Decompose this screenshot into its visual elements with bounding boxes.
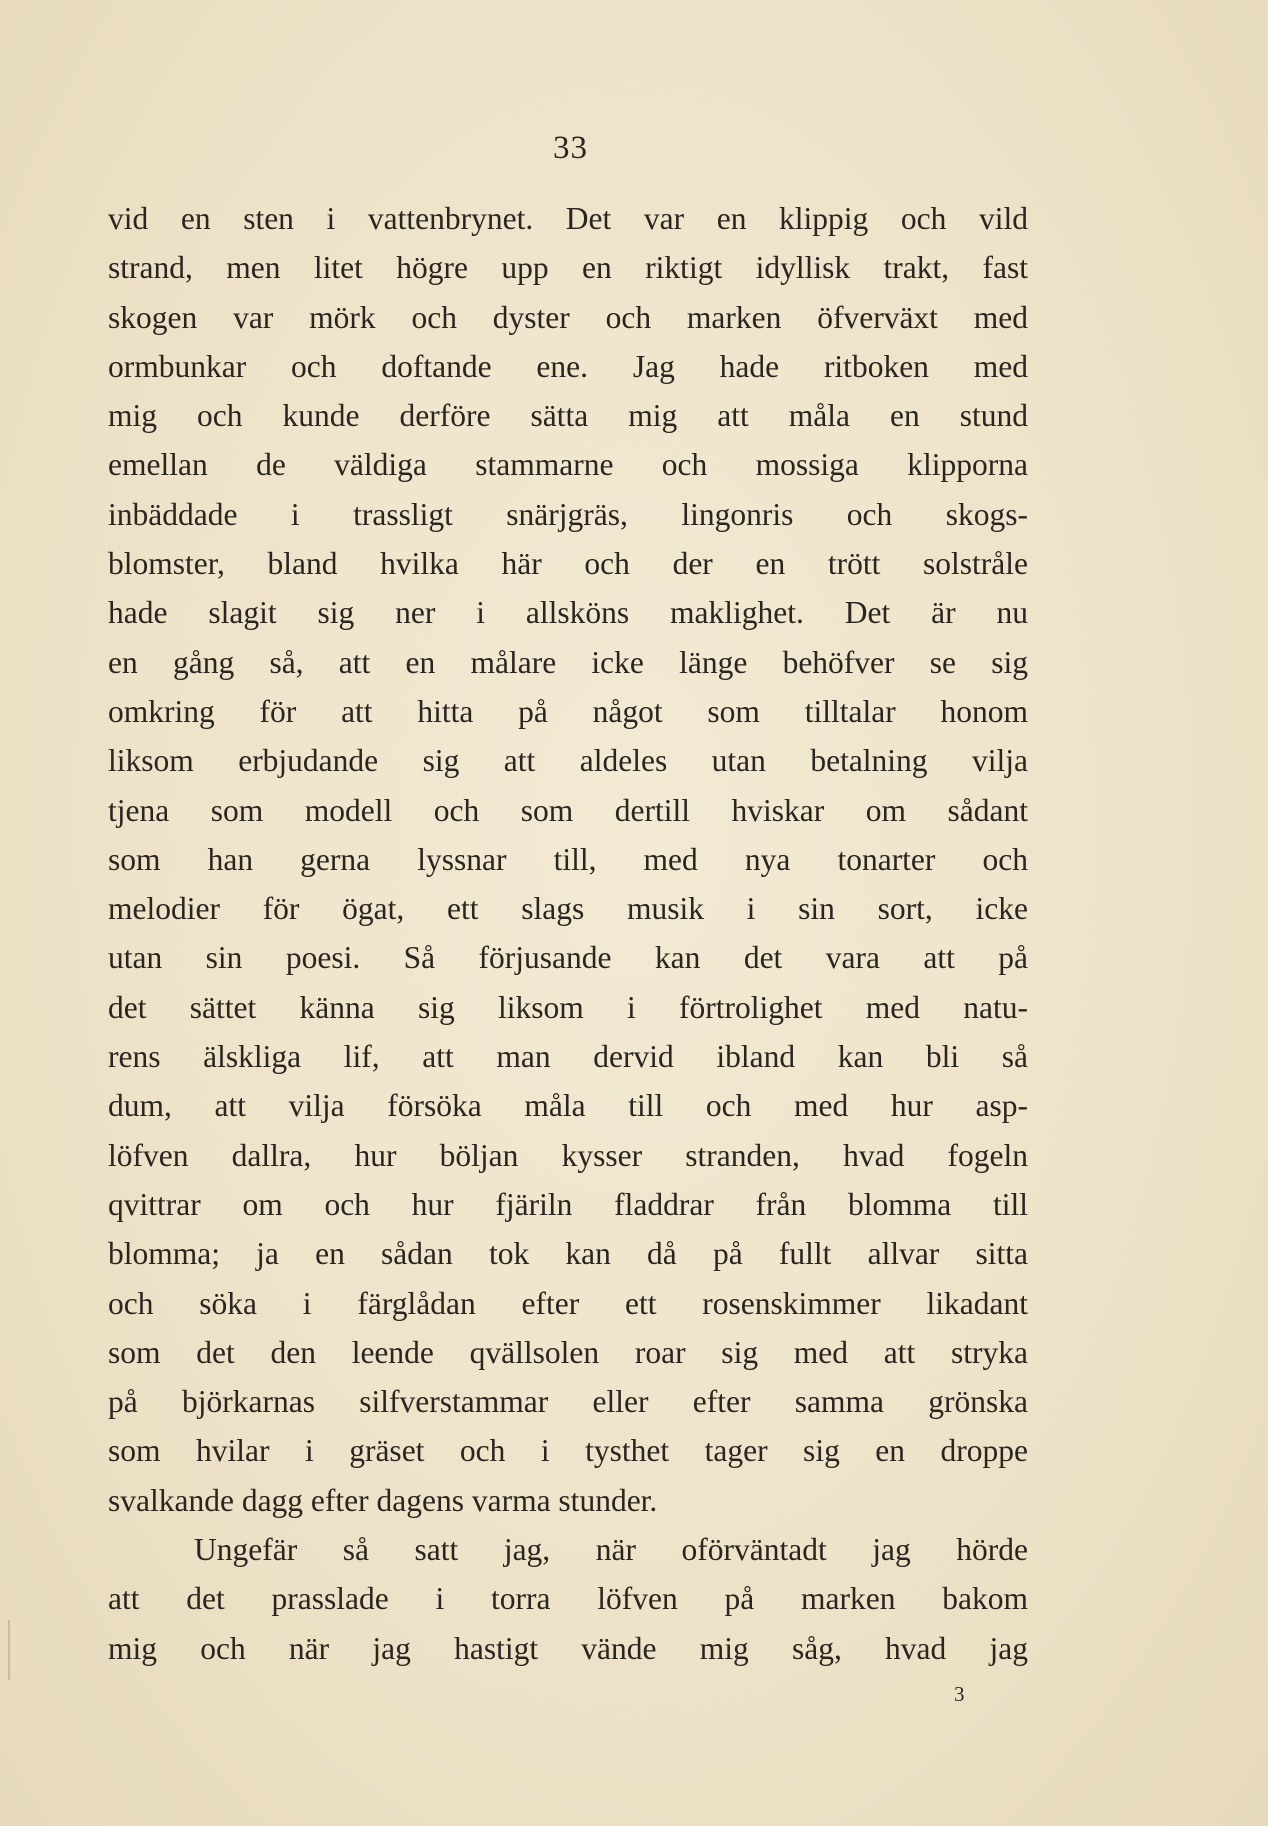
text-line: blomma; ja en sådan tok kan då på fullt allvar sitta — [108, 1236, 1028, 1272]
text-line: omkring för att hitta på något som tilltalar honom — [108, 693, 1028, 729]
paragraph-start-line: Ungefär så satt jag, när oförväntadt jag hörde — [194, 1532, 1028, 1568]
text-line: och söka i färglådan efter ett rosenskimmer likadant — [108, 1285, 1028, 1321]
text-line: att det prasslade i torra löfven på marken bakom — [108, 1581, 1028, 1617]
text-line: en gång så, att en målare icke länge behöfver se sig — [108, 644, 1028, 680]
text-line: som han gerna lyssnar till, med nya tonarter och — [108, 841, 1028, 877]
text-line: tjena som modell och som dertill hviskar om sådant — [108, 792, 1028, 828]
text-line: strand, men litet högre upp en riktigt idyllisk trakt, fast — [108, 250, 1028, 286]
text-line: inbäddade i trassligt snärjgräs, lingonris och skogs- — [108, 496, 1028, 532]
body-text — [108, 194, 1028, 1673]
text-line: blomster, bland hvilka här och der en trött solstråle — [108, 546, 1028, 582]
text-line: hade slagit sig ner i allsköns maklighet. Det är nu — [108, 595, 1028, 631]
text-line: vid en sten i vattenbrynet. Det var en klippig och vild — [108, 201, 1028, 236]
text-line: ormbunkar och doftande ene. Jag hade ritboken med — [108, 348, 1028, 384]
text-line: rens älskliga lif, att man dervid ibland kan bli så — [108, 1039, 1028, 1075]
signature-mark: 3 — [954, 1682, 965, 1706]
page-number: 33 — [553, 130, 588, 166]
text-line: melodier för ögat, ett slags musik i sin sort, icke — [108, 891, 1028, 927]
text-line: som det den leende qvällsolen roar sig med att stryka — [108, 1334, 1028, 1370]
text-line: utan sin poesi. Så förjusande kan det vara att på — [108, 940, 1028, 976]
text-line: qvittrar om och hur fjäriln fladdrar från blomma till — [108, 1186, 1028, 1222]
text-line: det sättet känna sig liksom i förtrolighet med natu- — [108, 989, 1028, 1025]
text-line: på björkarnas silfverstammar eller efter samma grönska — [108, 1384, 1028, 1420]
paragraph-end-line: svalkande dagg efter dagens varma stunder. — [108, 1482, 658, 1518]
text-line: emellan de väldiga stammarne och mossiga klipporna — [108, 447, 1028, 483]
text-line: dum, att vilja försöka måla till och med hur asp- — [108, 1088, 1028, 1124]
text-line: liksom erbjudande sig att aldeles utan betalning vilja — [108, 743, 1028, 779]
text-line: skogen var mörk och dyster och marken öfverväxt med — [108, 299, 1028, 335]
scan-edge-mark — [8, 1620, 10, 1680]
text-line: mig och kunde derföre sätta mig att måla en stund — [108, 398, 1028, 434]
text-line: som hvilar i gräset och i tysthet tager sig en droppe — [108, 1433, 1028, 1469]
text-line: mig och när jag hastigt vände mig såg, hvad jag — [108, 1630, 1028, 1666]
text-line: löfven dallra, hur böljan kysser stranden, hvad fogeln — [108, 1137, 1028, 1173]
